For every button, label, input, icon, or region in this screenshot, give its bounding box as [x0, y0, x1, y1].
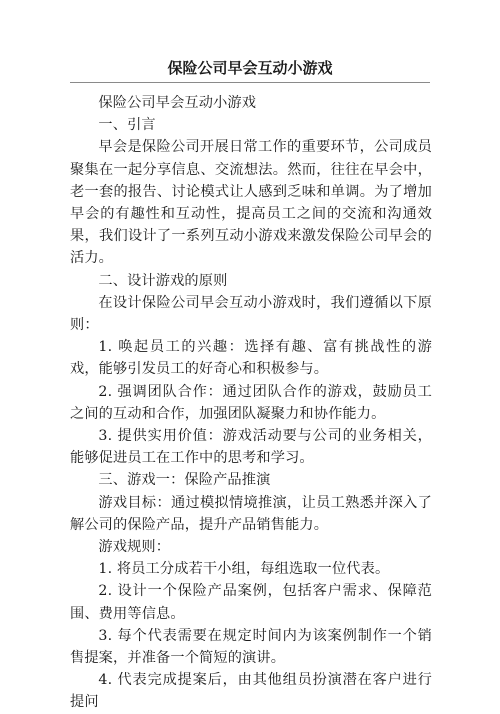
list-item-principle-1: 1. 唤起员工的兴趣：选择有趣、富有挑战性的游戏，能够引发员工的好奇心和积极参与。 [70, 339, 432, 378]
document-title: 保险公司早会互动小游戏 [167, 59, 333, 77]
paragraph-principles-lead: 在设计保险公司早会互动小游戏时，我们遵循以下原则： [70, 294, 432, 334]
title-underline [70, 82, 430, 83]
paragraph-game-goal: 游戏目标：通过模拟情境推演，让员工熟悉并深入了解公司的保险产品，提升产品销售能力。 [70, 494, 432, 533]
list-item-rule-3: 3. 每个代表需要在规定时间内为该案例制作一个销售提案，并准备一个简短的演讲。 [70, 627, 432, 667]
paragraph-game-rules-label: 游戏规则： [98, 539, 171, 556]
section-heading-principles: 二、设计游戏的原则 [98, 272, 228, 289]
list-item-rule-2: 2. 设计一个保险产品案例，包括客户需求、保障范围、费用等信息。 [70, 583, 432, 622]
paragraph-intro: 早会是保险公司开展日常工作的重要环节，公司成员聚集在一起分享信息、交流想法。然而，往往在早会中，老一套的报告、讨论模式让人感到乏味和单调。为了增加早会的有趣性和互动性，提高员工之间的交流和沟通效果，我们设计了一系列互动小游戏来激发保险公司早会的活力。 [70, 139, 432, 267]
section-heading-intro: 一、引言 [98, 117, 156, 134]
list-item-rule-4: 4. 代表完成提案后，由其他组员扮演潜在客户进行提问 [70, 672, 432, 711]
section-heading-game-1: 三、游戏一：保险产品推演 [98, 472, 271, 489]
list-item-principle-2: 2. 强调团队合作：通过团队合作的游戏，鼓励员工之间的互动和合作，加强团队凝聚力和协作能力。 [70, 383, 432, 422]
list-item-rule-1: 1. 将员工分成若干小组，每组选取一位代表。 [98, 561, 390, 578]
paragraph-heading: 保险公司早会互动小游戏 [98, 95, 257, 111]
document-body [70, 92, 432, 714]
list-item-principle-3: 3. 提供实用价值：游戏活动要与公司的业务相关，能够促进员工在工作中的思考和学习。 [70, 428, 432, 467]
